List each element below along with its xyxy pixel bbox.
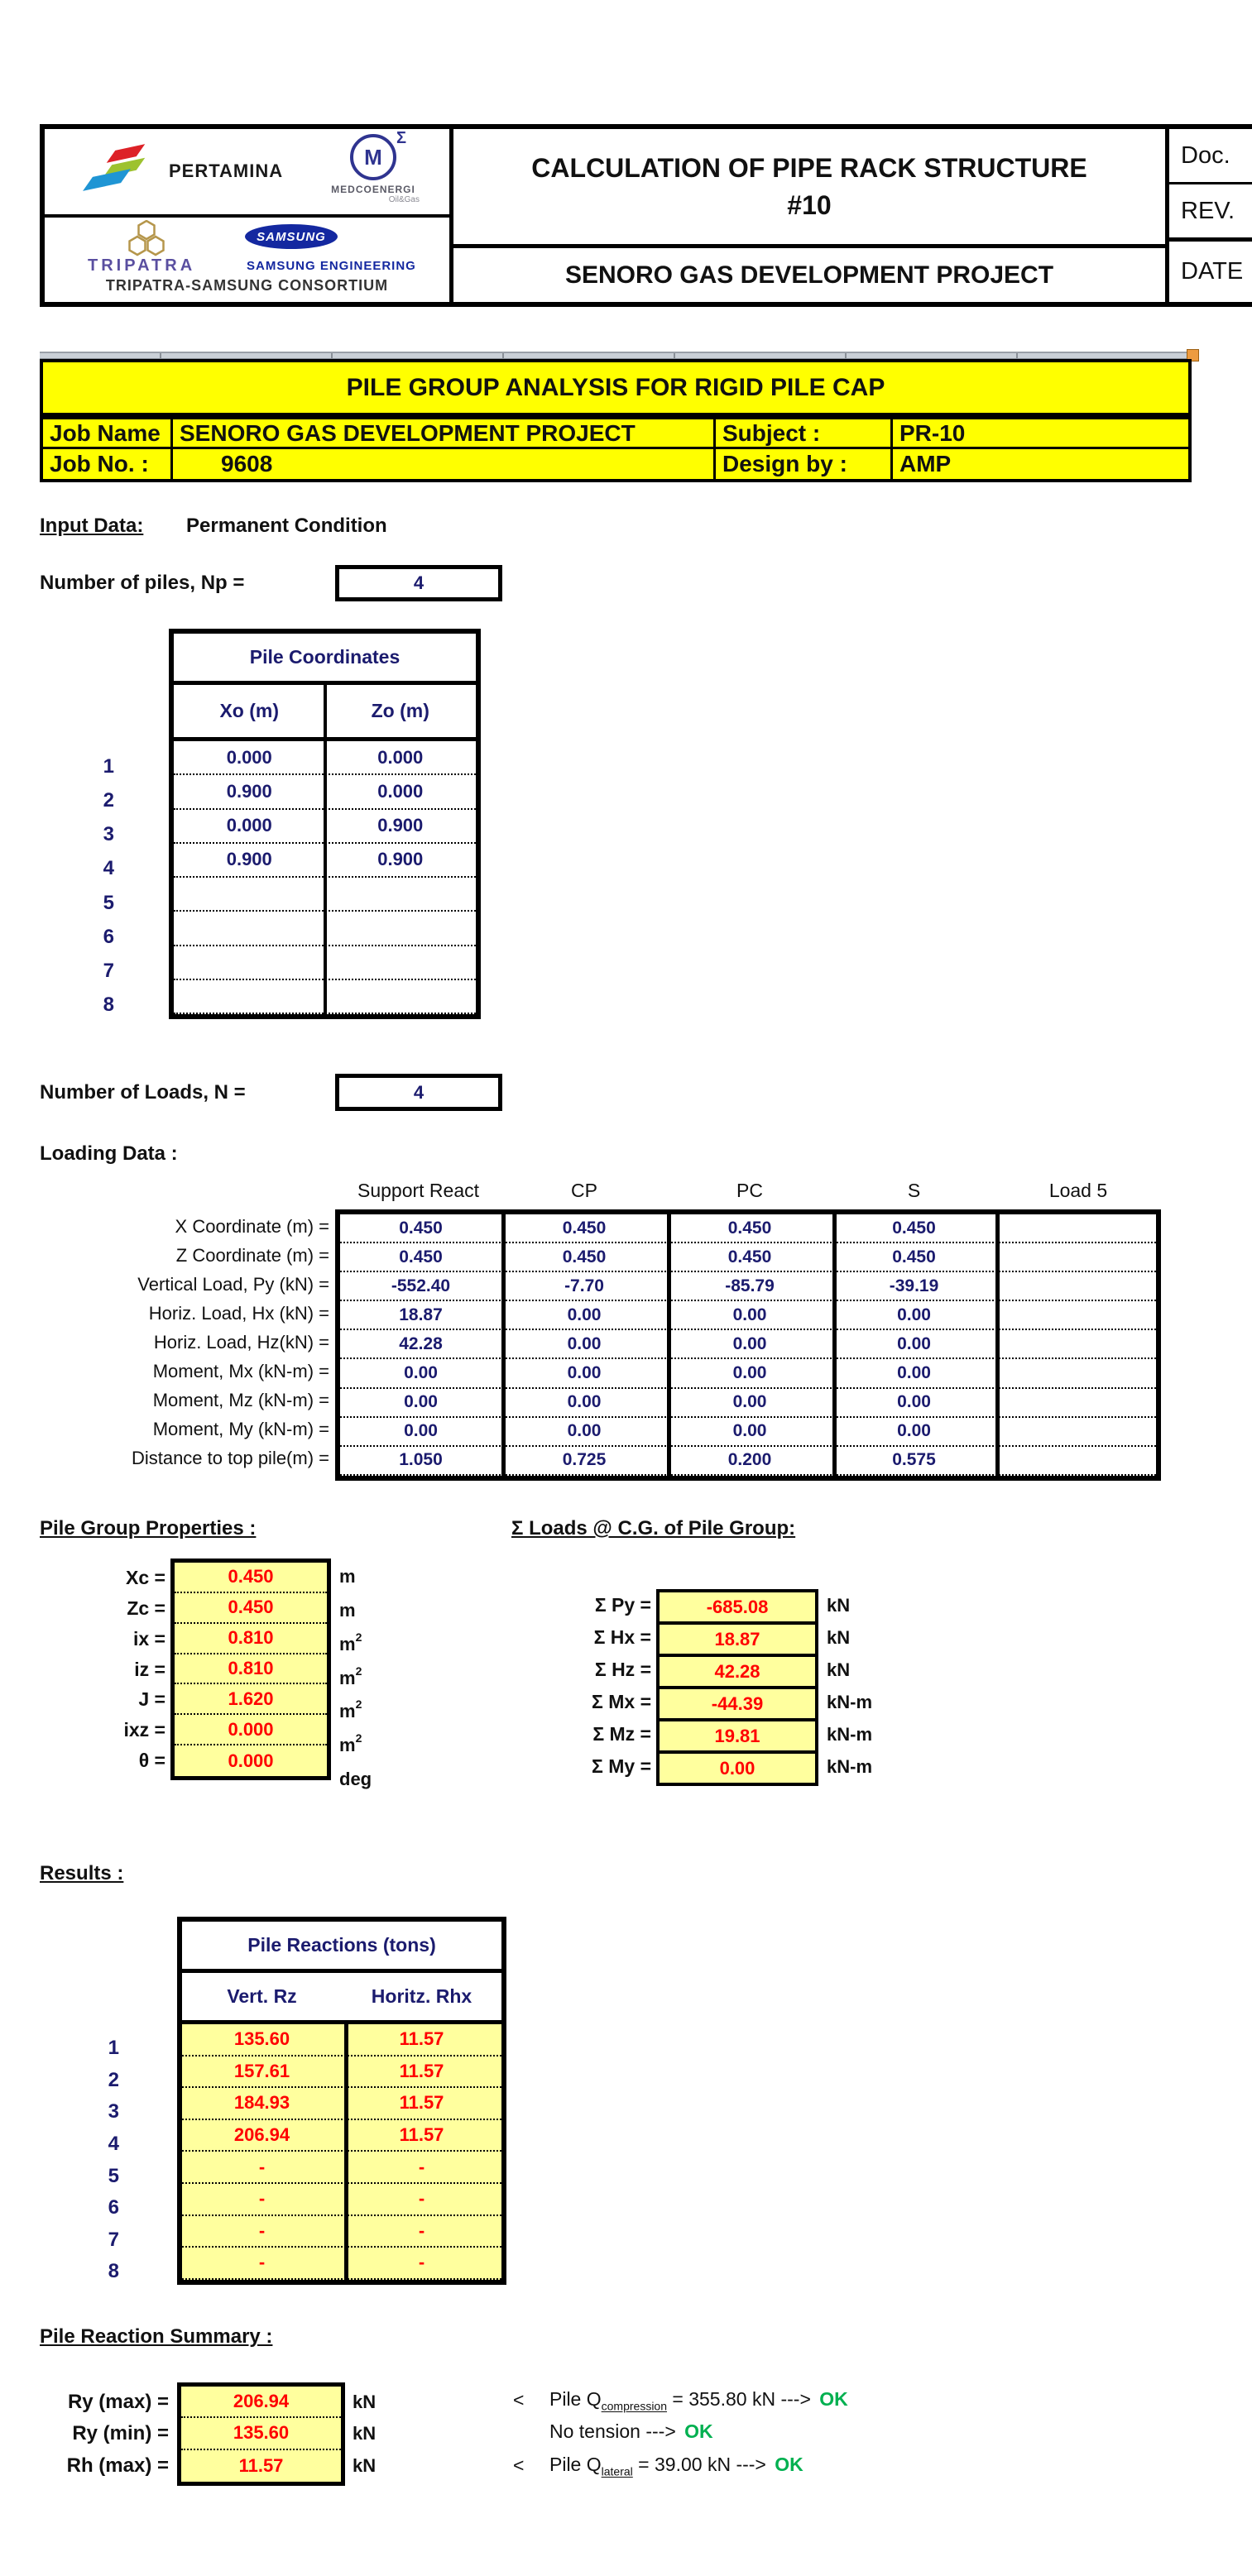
- s-cell[interactable]: 0.00: [897, 1421, 931, 1441]
- column-divider: [344, 2024, 348, 2280]
- xo-cell[interactable]: 0.000: [226, 815, 272, 836]
- support-react-cell[interactable]: 1.050: [399, 1450, 443, 1470]
- subject-value[interactable]: PR-10: [893, 419, 1188, 449]
- s-cell[interactable]: 0.575: [892, 1450, 936, 1470]
- zo-cell[interactable]: 0.000: [377, 780, 424, 802]
- zo-cell[interactable]: [325, 878, 477, 910]
- pc-cell[interactable]: 0.450: [727, 1218, 772, 1238]
- load-case-header: S: [907, 1180, 921, 1201]
- subject-label: Subject :: [716, 419, 893, 449]
- table-row: [182, 2248, 501, 2280]
- vert-rz-cell[interactable]: 206.94: [233, 2124, 290, 2146]
- pile-coordinates-row-numbers: [86, 749, 114, 1022]
- condition-label: Permanent Condition: [186, 515, 387, 537]
- cp-cell[interactable]: 0.450: [562, 1247, 607, 1266]
- table-row: [340, 1389, 1156, 1418]
- zo-cell[interactable]: 0.000: [377, 746, 424, 768]
- medco-wordmark: MEDCOENERGI: [331, 184, 415, 195]
- vert-rz-cell[interactable]: -: [258, 2252, 266, 2273]
- consortium-label: TRIPATRA-SAMSUNG CONSORTIUM: [105, 277, 389, 294]
- medco-sigma-icon: Σ: [396, 129, 406, 147]
- results-row-numbers: [91, 2033, 119, 2288]
- table-row: [182, 2056, 501, 2089]
- summary-value[interactable]: 11.57: [238, 2454, 284, 2476]
- property-value[interactable]: 0.810: [175, 1654, 327, 1685]
- support-react-cell[interactable]: 0.450: [399, 1218, 443, 1238]
- cp-cell[interactable]: -7.70: [564, 1276, 604, 1295]
- spreadsheet-column-edge-strip: [40, 352, 1187, 359]
- row-number: 3: [103, 823, 114, 846]
- sigma-label: Σ My =: [592, 1755, 651, 1777]
- pc-cell[interactable]: -85.79: [725, 1276, 775, 1295]
- summary-label: Ry (min) =: [72, 2422, 169, 2445]
- load-case-headers: [335, 1180, 1161, 1202]
- tripatra-hexagons-icon: [118, 220, 175, 256]
- property-value[interactable]: 0.450: [175, 1593, 327, 1624]
- support-react-cell[interactable]: 0.450: [399, 1247, 443, 1266]
- sigma-value[interactable]: 19.81: [656, 1718, 818, 1754]
- less-than-symbol: <: [513, 2454, 525, 2477]
- job-no-label: Job No. :: [43, 449, 173, 479]
- number-of-piles-input[interactable]: 4: [335, 565, 502, 601]
- property-value[interactable]: 0.000: [175, 1715, 327, 1745]
- table-row: [340, 1359, 1156, 1388]
- design-by-value[interactable]: AMP: [899, 451, 952, 476]
- load5-cell[interactable]: [995, 1214, 1156, 1242]
- load5-cell[interactable]: [995, 1330, 1156, 1357]
- row-number: 7: [108, 2228, 119, 2251]
- project-name: SENORO GAS DEVELOPMENT PROJECT: [564, 261, 1054, 289]
- property-label: θ =: [138, 1750, 165, 1772]
- xo-cell[interactable]: [174, 946, 325, 979]
- sigma-value[interactable]: 0.00: [656, 1750, 818, 1786]
- job-info-table: [40, 416, 1192, 482]
- sigma-unit: kN: [827, 1594, 851, 1616]
- sigma-label: Σ Mx =: [592, 1691, 651, 1712]
- pc-cell[interactable]: 0.00: [732, 1305, 767, 1324]
- property-unit: deg: [339, 1769, 372, 1790]
- load5-cell[interactable]: [995, 1272, 1156, 1300]
- horitz-rhx-cell[interactable]: 11.57: [399, 2060, 444, 2081]
- property-value[interactable]: 0.450: [175, 1563, 327, 1593]
- summary-unit: kN: [353, 2454, 377, 2476]
- loading-row-label: Horiz. Load, Hx (kN) =: [148, 1302, 329, 1324]
- cp-cell[interactable]: 0.00: [567, 1305, 602, 1324]
- summary-label: Rh (max) =: [66, 2454, 169, 2477]
- zo-column-header: Zo (m): [371, 700, 429, 721]
- summary-value[interactable]: 206.94: [181, 2387, 341, 2418]
- column-divider: [501, 1214, 506, 1476]
- column-divider: [832, 1214, 837, 1476]
- job-name-value[interactable]: SENORO GAS DEVELOPMENT PROJECT: [173, 419, 716, 449]
- zo-cell[interactable]: [325, 946, 477, 979]
- check-text: Pile $Q_{lateral} = 39.00$ kN ---> OK: [549, 2453, 803, 2478]
- document-header-table: [40, 124, 1252, 307]
- zo-cell[interactable]: [325, 912, 477, 944]
- xo-cell[interactable]: [174, 878, 325, 910]
- samsung-engineering-wordmark: SAMSUNG ENGINEERING: [247, 259, 416, 273]
- summary-labels: [25, 2387, 169, 2482]
- loading-data-table: [335, 1209, 1161, 1481]
- medcoenergi-logo: [315, 129, 431, 204]
- sigma-value[interactable]: -44.39: [656, 1686, 818, 1721]
- load5-cell[interactable]: [995, 1389, 1156, 1416]
- logo-column: [45, 129, 453, 302]
- doc-info-column: [1169, 129, 1252, 302]
- horitz-rhx-cell[interactable]: -: [418, 2156, 425, 2177]
- table-row: [182, 2152, 501, 2184]
- loading-row-label: X Coordinate (m) =: [175, 1215, 329, 1237]
- pile-group-properties-heading: Pile Group Properties :: [40, 1517, 257, 1539]
- cp-cell[interactable]: 0.00: [567, 1363, 602, 1383]
- check-text: No tension ---> OK: [549, 2420, 713, 2443]
- pile-reactions-body: [182, 2024, 501, 2280]
- medco-circle-icon: [350, 129, 406, 180]
- loading-row-label: Horiz. Load, Hz(kN) =: [153, 1331, 329, 1353]
- support-react-cell[interactable]: 0.00: [404, 1392, 438, 1412]
- capacity-check-row: [513, 2417, 848, 2450]
- loading-row-labels: [25, 1212, 329, 1473]
- zo-cell[interactable]: [325, 980, 477, 1013]
- pc-cell[interactable]: 0.200: [727, 1450, 772, 1470]
- table-row: [340, 1272, 1156, 1301]
- summary-unit: kN: [353, 2392, 377, 2413]
- table-row: [340, 1301, 1156, 1330]
- number-of-loads-label: Number of Loads, N =: [40, 1081, 246, 1104]
- medco-m: M: [364, 144, 382, 170]
- load5-cell[interactable]: [995, 1418, 1156, 1445]
- sigma-value[interactable]: -685.08: [656, 1589, 818, 1625]
- pile-coordinates-table: [169, 629, 481, 1019]
- input-data-heading: Input Data:: [40, 515, 144, 537]
- xo-cell[interactable]: 0.900: [226, 780, 272, 802]
- support-react-cell[interactable]: 42.28: [399, 1333, 443, 1353]
- sigma-value[interactable]: 18.87: [656, 1621, 818, 1657]
- sigma-unit: kN-m: [827, 1723, 873, 1745]
- loading-row-label: Vertical Load, Py (kN) =: [137, 1273, 329, 1295]
- ok-status: OK: [819, 2387, 848, 2410]
- design-by-label: Design by :: [716, 449, 893, 479]
- loading-row-label: Moment, Mx (kN-m) =: [152, 1361, 329, 1382]
- number-of-piles-label: Number of piles, Np =: [40, 572, 245, 594]
- vert-rz-cell[interactable]: -: [258, 2219, 266, 2241]
- pertamina-wordmark: PERTAMINA: [169, 160, 284, 181]
- horitz-rhx-header: Horitz. Rhx: [371, 1985, 472, 2007]
- sigma-unit: kN-m: [827, 1755, 873, 1777]
- property-unit: m $^2$: [339, 1664, 362, 1688]
- check-text: Pile $Q_{compression} = 355.80$ kN ---> OK: [549, 2387, 848, 2413]
- sheet-title-banner: PILE GROUP ANALYSIS FOR RIGID PILE CAP: [40, 359, 1192, 416]
- property-value[interactable]: 1.620: [175, 1684, 327, 1715]
- support-react-cell[interactable]: -552.40: [391, 1276, 451, 1295]
- sigma-loads-units: [827, 1589, 872, 1783]
- pc-cell[interactable]: 0.00: [732, 1363, 767, 1383]
- horitz-rhx-cell[interactable]: 11.57: [399, 2092, 444, 2114]
- samsung-oval-logo: SAMSUNG: [245, 224, 338, 249]
- property-value[interactable]: 0.000: [228, 1750, 274, 1771]
- cp-cell[interactable]: 0.00: [567, 1421, 602, 1441]
- capacity-check-row: [513, 2384, 848, 2417]
- pile-group-properties-units: [339, 1563, 372, 1799]
- capacity-check-row: [513, 2449, 848, 2483]
- property-unit: m $^2$: [339, 1697, 362, 1722]
- owner-logos-row: [45, 129, 449, 218]
- s-cell[interactable]: 0.00: [897, 1305, 931, 1324]
- property-label: ix =: [132, 1627, 165, 1650]
- table-row: [340, 1243, 1156, 1272]
- load-case-header: CP: [571, 1180, 597, 1201]
- summary-unit: kN: [353, 2423, 377, 2444]
- table-row: [182, 2216, 501, 2248]
- consortium-logos-row: [45, 218, 449, 302]
- loading-row-label: Distance to top pile(m) =: [131, 1448, 329, 1469]
- document-title-number: #10: [787, 189, 832, 220]
- summary-value[interactable]: 135.60: [181, 2418, 341, 2449]
- zo-cell[interactable]: 0.900: [377, 849, 424, 870]
- table-row: [182, 2184, 501, 2216]
- pertamina-arrow-icon: [86, 147, 152, 190]
- horitz-rhx-cell[interactable]: 11.57: [399, 2124, 444, 2146]
- xo-cell[interactable]: 0.000: [226, 746, 272, 768]
- sigma-unit: kN: [827, 1626, 851, 1648]
- title-column: [453, 129, 1169, 302]
- property-label: iz =: [134, 1658, 165, 1680]
- row-number: 4: [108, 2133, 119, 2156]
- row-number: 1: [103, 754, 114, 778]
- cp-cell[interactable]: 0.450: [562, 1218, 607, 1238]
- cp-cell[interactable]: 0.725: [562, 1450, 607, 1470]
- summary-values: [177, 2382, 345, 2486]
- load5-cell[interactable]: [995, 1447, 1156, 1474]
- row-number: 2: [103, 788, 114, 812]
- vert-rz-cell[interactable]: -: [258, 2156, 266, 2177]
- s-cell[interactable]: 0.450: [892, 1247, 936, 1266]
- property-unit: m $^2$: [339, 1630, 362, 1654]
- property-unit: m: [339, 1566, 356, 1587]
- loading-row-label: Moment, My (kN-m) =: [152, 1419, 329, 1440]
- load5-cell[interactable]: [995, 1243, 1156, 1271]
- pile-reactions-title: Pile Reactions (tons): [182, 1922, 501, 1973]
- doc-label: Doc.: [1169, 129, 1252, 184]
- property-value[interactable]: 0.810: [175, 1624, 327, 1654]
- less-than-symbol: <: [513, 2389, 525, 2411]
- column-divider: [667, 1214, 671, 1476]
- loading-row-label: Z Coordinate (m) =: [175, 1244, 329, 1266]
- pile-group-properties-values: [170, 1559, 331, 1780]
- sigma-value[interactable]: 42.28: [656, 1654, 818, 1689]
- column-divider: [995, 1214, 1000, 1476]
- property-unit: m $^2$: [339, 1731, 362, 1756]
- row-number: 5: [103, 891, 114, 914]
- table-row: [182, 2088, 501, 2120]
- xo-cell[interactable]: [174, 912, 325, 944]
- property-label: J =: [138, 1688, 165, 1711]
- row-number: 8: [103, 994, 114, 1017]
- table-row: [182, 2024, 501, 2056]
- sigma-loads-heading: Σ Loads @ C.G. of Pile Group:: [511, 1517, 796, 1539]
- row-number: 6: [108, 2196, 119, 2219]
- support-react-cell[interactable]: 0.00: [404, 1363, 438, 1383]
- vert-rz-cell[interactable]: 157.61: [233, 2060, 290, 2081]
- table-row: [340, 1330, 1156, 1359]
- row-number: 1: [108, 2037, 119, 2060]
- load-case-header: PC: [736, 1180, 763, 1201]
- number-of-loads-input[interactable]: 4: [335, 1074, 502, 1111]
- job-name-label: Job Name: [43, 419, 173, 449]
- row-number: 7: [103, 960, 114, 983]
- tripatra-wordmark: TRIPATRA: [88, 256, 196, 275]
- row-number: 8: [108, 2260, 119, 2283]
- xo-column-header: Xo (m): [219, 700, 280, 721]
- s-cell[interactable]: 0.450: [892, 1218, 936, 1238]
- sigma-unit: kN-m: [827, 1691, 873, 1712]
- vert-rz-cell[interactable]: 184.93: [233, 2092, 290, 2114]
- property-unit: m: [339, 1599, 356, 1621]
- pc-cell[interactable]: 0.00: [732, 1392, 767, 1412]
- sigma-label: Σ Py =: [594, 1594, 651, 1616]
- load-case-header: Load 5: [1048, 1180, 1108, 1201]
- ok-status: OK: [684, 2420, 713, 2443]
- ok-status: OK: [775, 2453, 803, 2475]
- column-divider: [324, 741, 327, 1014]
- capacity-checks: [513, 2384, 848, 2483]
- rev-label: REV.: [1169, 184, 1252, 242]
- load5-cell[interactable]: [995, 1301, 1156, 1329]
- row-number: 6: [103, 925, 114, 948]
- load5-cell[interactable]: [995, 1359, 1156, 1386]
- property-label: Zc =: [127, 1597, 165, 1619]
- horitz-rhx-cell[interactable]: -: [418, 2188, 425, 2210]
- pile-coordinates-body: [174, 741, 476, 1014]
- row-number: 2: [108, 2068, 119, 2091]
- xo-cell[interactable]: 0.900: [226, 849, 272, 870]
- document-title: CALCULATION OF PIPE RACK STRUCTURE: [531, 152, 1087, 183]
- table-row: [340, 1447, 1156, 1476]
- summary-units: [353, 2387, 376, 2482]
- pc-cell[interactable]: 0.00: [732, 1421, 767, 1441]
- pile-group-properties-labels: [25, 1563, 165, 1776]
- sigma-label: Σ Hx =: [593, 1626, 651, 1648]
- pile-coordinates-title: Pile Coordinates: [174, 634, 476, 685]
- xo-cell[interactable]: [174, 980, 325, 1013]
- sigma-unit: kN: [827, 1659, 851, 1680]
- horitz-rhx-cell[interactable]: -: [418, 2219, 425, 2241]
- s-cell[interactable]: 0.00: [897, 1392, 931, 1412]
- load-case-header: Support React: [357, 1180, 480, 1201]
- row-number: 4: [103, 857, 114, 880]
- cp-cell[interactable]: 0.00: [567, 1333, 602, 1353]
- vert-rz-cell[interactable]: -: [258, 2188, 266, 2210]
- job-no-value[interactable]: 9608: [173, 449, 716, 479]
- table-row: [340, 1418, 1156, 1447]
- vert-rz-cell[interactable]: 135.60: [233, 2028, 290, 2050]
- sigma-loads-values: [656, 1589, 818, 1786]
- horitz-rhx-cell[interactable]: 11.57: [399, 2028, 444, 2050]
- loading-row-label: Moment, Mz (kN-m) =: [152, 1390, 329, 1411]
- horitz-rhx-cell[interactable]: -: [418, 2252, 425, 2273]
- pc-cell[interactable]: 0.00: [732, 1333, 767, 1353]
- s-cell[interactable]: 0.00: [897, 1363, 931, 1383]
- zo-cell[interactable]: 0.900: [377, 815, 424, 836]
- property-label: ixz =: [123, 1719, 165, 1741]
- medco-subtext: Oil&Gas: [388, 195, 420, 204]
- table-row: [340, 1214, 1156, 1243]
- table-row: [182, 2120, 501, 2152]
- results-heading: Results :: [40, 1862, 124, 1884]
- row-number: 3: [108, 2100, 119, 2124]
- s-cell[interactable]: -39.19: [889, 1276, 939, 1295]
- pile-coordinates-header-row: [174, 685, 476, 741]
- column-divider: [324, 685, 327, 737]
- pile-reaction-summary-heading: Pile Reaction Summary :: [40, 2325, 273, 2348]
- s-cell[interactable]: 0.00: [897, 1333, 931, 1353]
- summary-label: Ry (max) =: [67, 2391, 169, 2414]
- pc-cell[interactable]: 0.450: [727, 1247, 772, 1266]
- document-title-cell: [453, 129, 1165, 248]
- sigma-label: Σ Mz =: [592, 1723, 651, 1745]
- support-react-cell[interactable]: 18.87: [399, 1305, 443, 1324]
- loading-data-heading: Loading Data :: [40, 1142, 178, 1165]
- pile-reactions-table: [177, 1917, 506, 2285]
- sigma-label: Σ Hz =: [594, 1659, 651, 1680]
- vert-rz-header: Vert. Rz: [227, 1985, 297, 2007]
- row-number: 5: [108, 2164, 119, 2187]
- support-react-cell[interactable]: 0.00: [404, 1421, 438, 1441]
- property-label: Xc =: [126, 1566, 165, 1588]
- pile-reactions-header-row: [182, 1973, 501, 2024]
- cp-cell[interactable]: 0.00: [567, 1392, 602, 1412]
- sigma-loads-labels: [496, 1589, 651, 1783]
- date-label: DATE: [1181, 258, 1244, 285]
